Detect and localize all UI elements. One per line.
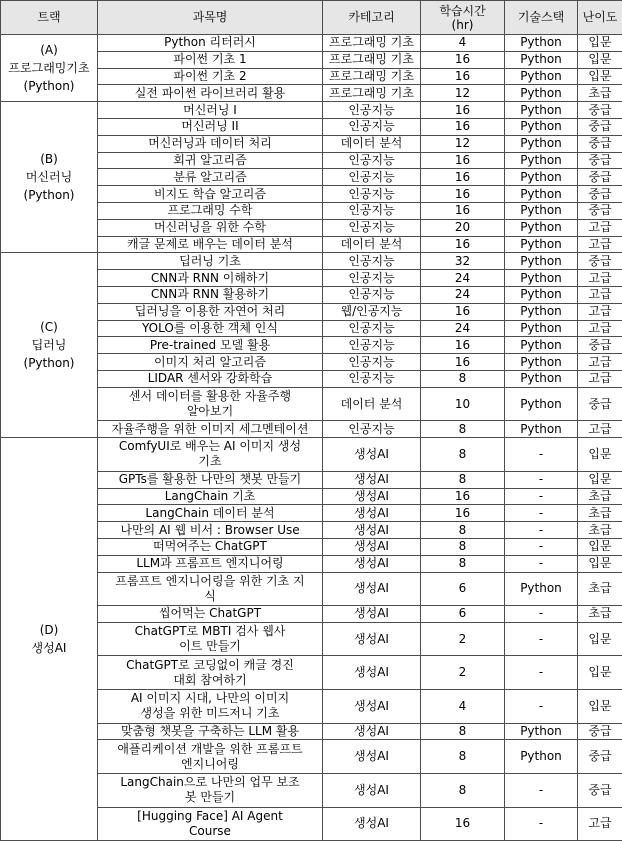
difficulty: 고급 [578,286,622,303]
course-name: 떠먹여주는 ChatGPT [98,538,323,555]
study-hours: 32 [421,253,505,270]
table-row [1,438,622,472]
category: 인공지능 [323,253,421,270]
course-name: 딥러닝 기초 [98,253,323,270]
tech-stack: Python [505,740,578,774]
category: 생성AI [323,538,421,555]
difficulty: 고급 [578,219,622,236]
course-name: 프로그래밍 수학 [98,202,323,219]
course-name: CNN과 RNN 이해하기 [98,270,323,287]
category: 생성AI [323,505,421,522]
course-name: 머신러닝과 데이터 처리 [98,135,323,152]
tech-stack: Python [505,51,578,68]
course-name: CNN과 RNN 활용하기 [98,286,323,303]
study-hours: 6 [421,572,505,606]
header-course: 과목명 [98,1,323,35]
tech-stack: Python [505,152,578,169]
tech-stack: Python [505,169,578,186]
tech-stack: Python [505,303,578,320]
study-hours: 16 [421,68,505,85]
course-name: YOLO를 이용한 객체 인식 [98,320,323,337]
track-label: (B) 머신러닝 (Python) [1,102,98,253]
course-name [98,387,323,421]
category: 생성AI [323,723,421,740]
study-hours: 8 [421,774,505,808]
difficulty: 중급 [578,118,622,135]
tech-stack: Python [505,102,578,119]
study-hours: 16 [421,337,505,354]
category: 인공지능 [323,102,421,119]
table-row [1,35,622,52]
table-row [1,253,622,270]
difficulty: 초급 [578,505,622,522]
tech-stack: - [505,538,578,555]
tech-stack: - [505,522,578,539]
difficulty: 입문 [578,35,622,52]
course-name: 분류 알고리즘 [98,169,323,186]
category: 데이터 분석 [323,236,421,253]
header-row [1,1,622,35]
category: 생성AI [323,740,421,774]
course-name: 자율주행을 위한 이미지 세그멘테이션 [98,421,323,438]
study-hours: 16 [421,303,505,320]
study-hours: 16 [421,186,505,203]
category: 생성AI [323,488,421,505]
tech-stack: Python [505,118,578,135]
tech-stack: - [505,488,578,505]
tech-stack: - [505,774,578,808]
difficulty: 초급 [578,606,622,623]
study-hours: 8 [421,471,505,488]
tech-stack: Python [505,253,578,270]
study-hours: 8 [421,421,505,438]
difficulty: 입문 [578,471,622,488]
tech-stack: Python [505,286,578,303]
study-hours: 16 [421,51,505,68]
category: 데이터 분석 [323,135,421,152]
course-name: 파이썬 기초 2 [98,68,323,85]
difficulty: 고급 [578,421,622,438]
category: 생성AI [323,438,421,472]
study-hours: 6 [421,606,505,623]
study-hours: 16 [421,236,505,253]
study-hours: 16 [421,488,505,505]
tech-stack: - [505,622,578,656]
study-hours: 24 [421,270,505,287]
difficulty: 중급 [578,337,622,354]
header-level: 난이도 [578,1,622,35]
study-hours: 16 [421,807,505,841]
course-name: 딥러닝을 이용한 자연어 처리 [98,303,323,320]
difficulty: 중급 [578,186,622,203]
study-hours: 2 [421,622,505,656]
difficulty: 중급 [578,387,622,421]
track-label: (A) 프로그래밍기초 (Python) [1,35,98,102]
category: 생성AI [323,471,421,488]
tech-stack: Python [505,270,578,287]
study-hours: 16 [421,118,505,135]
study-hours: 8 [421,438,505,472]
tech-stack: - [505,690,578,724]
difficulty: 입문 [578,656,622,690]
course-name-text: ChatGPT로 MBTI 검사 웹사이트 만들기 [130,624,290,654]
category: 생성AI [323,572,421,606]
study-hours: 8 [421,522,505,539]
course-name-text: 애플리케이션 개발을 위한 프롬프트 엔지니어링 [115,742,305,772]
difficulty: 중급 [578,135,622,152]
study-hours: 16 [421,169,505,186]
tech-stack: - [505,606,578,623]
track-label: (D) 생성AI [1,438,98,841]
difficulty: 중급 [578,169,622,186]
tech-stack: Python [505,387,578,421]
category: 인공지능 [323,219,421,236]
difficulty: 입문 [578,68,622,85]
tech-stack: - [505,656,578,690]
category: 웹/인공지능 [323,303,421,320]
category: 생성AI [323,606,421,623]
category: 인공지능 [323,270,421,287]
course-name: LLM과 프롬프트 엔지니어링 [98,555,323,572]
course-name-text: 센서 데이터를 활용한 자율주행 알아보기 [125,389,295,419]
course-name-text: LangChain으로 나만의 업무 보조 봇 만들기 [115,775,305,805]
study-hours: 10 [421,387,505,421]
tech-stack: Python [505,135,578,152]
difficulty: 초급 [578,488,622,505]
course-name: LangChain 데이터 분석 [98,505,323,522]
course-name-text: 프롬프트 엔지니어링을 위한 기초 지식 [115,574,305,604]
category: 프로그래밍 기초 [323,85,421,102]
table-header [1,1,622,35]
difficulty: 입문 [578,51,622,68]
category: 프로그래밍 기초 [323,51,421,68]
tech-stack: Python [505,186,578,203]
tech-stack: Python [505,320,578,337]
category: 데이터 분석 [323,387,421,421]
course-name: GPTs를 활용한 나만의 챗봇 만들기 [98,471,323,488]
course-name: 실전 파이썬 라이브러리 활용 [98,85,323,102]
difficulty: 초급 [578,522,622,539]
category: 인공지능 [323,118,421,135]
header-track: 트랙 [1,1,98,35]
tech-stack: Python [505,370,578,387]
category: 생성AI [323,774,421,808]
course-name: 회귀 알고리즘 [98,152,323,169]
category: 프로그래밍 기초 [323,35,421,52]
category: 인공지능 [323,286,421,303]
difficulty: 고급 [578,236,622,253]
difficulty: 입문 [578,555,622,572]
track-label: (C) 딥러닝 (Python) [1,253,98,438]
difficulty: 고급 [578,807,622,841]
table-body [1,35,622,841]
category: 인공지능 [323,186,421,203]
study-hours: 4 [421,35,505,52]
course-name: LIDAR 센서와 강화학습 [98,370,323,387]
course-name [98,656,323,690]
study-hours: 24 [421,320,505,337]
study-hours: 16 [421,152,505,169]
category: 인공지능 [323,354,421,371]
difficulty: 고급 [578,320,622,337]
course-name: 머신러닝 II [98,118,323,135]
category: 생성AI [323,522,421,539]
study-hours: 8 [421,370,505,387]
course-name: LangChain 기초 [98,488,323,505]
difficulty: 중급 [578,740,622,774]
category: 프로그래밍 기초 [323,68,421,85]
study-hours: 8 [421,740,505,774]
course-name [98,438,323,472]
tech-stack: Python [505,337,578,354]
tech-stack: - [505,438,578,472]
difficulty: 고급 [578,303,622,320]
tech-stack: - [505,471,578,488]
category: 생성AI [323,622,421,656]
header-hours: 학습시간 (hr) [421,1,505,35]
header-category: 카테고리 [323,1,421,35]
study-hours: 12 [421,85,505,102]
tech-stack: Python [505,354,578,371]
course-name-text: [Hugging Face] AI Agent Course [135,809,285,839]
course-name: 머신러닝을 위한 수학 [98,219,323,236]
course-name: 비지도 학습 알고리즘 [98,186,323,203]
difficulty: 초급 [578,572,622,606]
category: 인공지능 [323,320,421,337]
course-name [98,807,323,841]
course-name: 나만의 AI 웹 비서 : Browser Use [98,522,323,539]
tech-stack: Python [505,219,578,236]
study-hours: 8 [421,538,505,555]
difficulty: 입문 [578,538,622,555]
course-name-text: ComfyUI로 배우는 AI 이미지 생성 기초 [115,439,305,469]
study-hours: 16 [421,202,505,219]
difficulty: 중급 [578,152,622,169]
course-name: 캐글 문제로 배우는 데이터 분석 [98,236,323,253]
course-name [98,690,323,724]
tech-stack: Python [505,236,578,253]
category: 인공지능 [323,370,421,387]
study-hours: 8 [421,723,505,740]
header-stack: 기술스택 [505,1,578,35]
tech-stack: Python [505,85,578,102]
study-hours: 2 [421,656,505,690]
difficulty: 중급 [578,202,622,219]
course-name: 씹어먹는 ChatGPT [98,606,323,623]
difficulty: 고급 [578,354,622,371]
study-hours: 16 [421,505,505,522]
course-name-text: ChatGPT로 코딩없이 캐글 경진대회 참여하기 [125,658,295,688]
table-row [1,102,622,119]
tech-stack: Python [505,35,578,52]
tech-stack: Python [505,68,578,85]
course-name: Python 리터러시 [98,35,323,52]
tech-stack: Python [505,421,578,438]
difficulty: 고급 [578,270,622,287]
category: 인공지능 [323,202,421,219]
difficulty: 초급 [578,85,622,102]
difficulty: 입문 [578,622,622,656]
course-name: 이미지 처리 알고리즘 [98,354,323,371]
study-hours: 8 [421,555,505,572]
difficulty: 입문 [578,690,622,724]
category: 인공지능 [323,421,421,438]
study-hours: 24 [421,286,505,303]
study-hours: 12 [421,135,505,152]
tech-stack: - [505,505,578,522]
study-hours: 4 [421,690,505,724]
study-hours: 20 [421,219,505,236]
course-name: 파이썬 기초 1 [98,51,323,68]
tech-stack: Python [505,202,578,219]
difficulty: 입문 [578,438,622,472]
category: 생성AI [323,555,421,572]
tech-stack: Python [505,723,578,740]
tech-stack: - [505,807,578,841]
difficulty: 중급 [578,102,622,119]
study-hours: 16 [421,354,505,371]
course-name [98,740,323,774]
category: 생성AI [323,690,421,724]
category: 인공지능 [323,337,421,354]
course-name [98,572,323,606]
difficulty: 중급 [578,253,622,270]
course-name [98,622,323,656]
course-name: 머신러닝 I [98,102,323,119]
course-name [98,774,323,808]
difficulty: 중급 [578,723,622,740]
category: 생성AI [323,656,421,690]
course-name: Pre-trained 모델 활용 [98,337,323,354]
tech-stack: Python [505,572,578,606]
course-name: 맞춤형 챗봇을 구축하는 LLM 활용 [98,723,323,740]
category: 인공지능 [323,152,421,169]
difficulty: 고급 [578,370,622,387]
tech-stack: - [505,555,578,572]
course-name-text: AI 이미지 시대, 나만의 이미지 생성을 위한 미드저니 기초 [125,691,295,721]
category: 생성AI [323,807,421,841]
study-hours: 16 [421,102,505,119]
category: 인공지능 [323,169,421,186]
difficulty: 중급 [578,774,622,808]
